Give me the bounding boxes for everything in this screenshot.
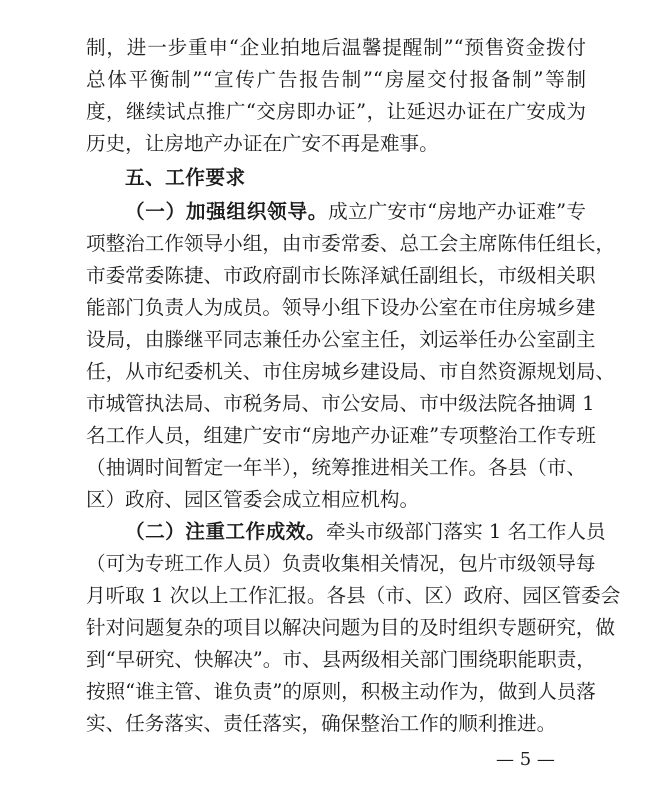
item-2-title: （二）注重工作成效。 (125, 520, 326, 543)
paragraph-line: 项整治工作领导小组，由市委常委、总工会主席陈伟任组长， (86, 232, 616, 255)
paragraph-line: 市城管执法局、市税务局、市公安局、市中级法院各抽调 1 (86, 392, 595, 415)
paragraph-line: 能部门负责人为成员。领导小组下设办公室在市住房城乡建 (86, 296, 596, 319)
paragraph-line: 月听取 1 次以上工作汇报。各县（市、区）政府、园区管委会 (86, 584, 621, 607)
item-1-title: （一）加强组织领导。 (125, 200, 329, 223)
paragraph-line: 到“早研究、快解决”。市、县两级相关部门围绕职能职责， (86, 648, 596, 671)
item-1-first-line-text: 成立广安市“房地产办证难”专 (328, 200, 587, 223)
paragraph-line: 总体平衡制”“宣传广告报告制”“房屋交付报备制”等制 (86, 68, 586, 91)
item-2-first-line (125, 516, 606, 548)
paragraph-line: 任，从市纪委机关、市住房城乡建设局、市自然资源规划局、 (86, 360, 616, 383)
paragraph-line: （抽调时间暂定一年半），统筹推进相关工作。各县（市、 (86, 456, 586, 479)
paragraph-line: 区）政府、园区管委会成立相应机构。 (86, 488, 420, 511)
section-heading (125, 162, 586, 194)
paragraph-line: 历史，让房地产办证在广安不再是难事。 (86, 132, 439, 155)
paragraph-line: 市委常委陈捷、市政府副市长陈泽斌任副组长，市级相关职 (86, 264, 596, 287)
paragraph-line: （可为专班工作人员）负责收集相关情况，包片市级领导每 (86, 552, 596, 575)
paragraph-line: 按照“谁主管、谁负责”的原则，积极主动作为，做到人员落 (86, 680, 596, 703)
page-number: — 5 — (496, 749, 555, 770)
paragraph-line: 制，进一步重申“企业拍地后温馨提醒制”“预售资金拨付 (86, 36, 586, 59)
paragraph-line: 针对问题复杂的项目以解决问题为目的及时组织专题研究，做 (86, 616, 616, 639)
item-1-first-line (125, 196, 586, 228)
paragraph-line: 度，继续试点推广“交房即办证”，让延迟办证在广安成为 (86, 100, 586, 123)
paragraph-line: 名工作人员，组建广安市“房地产办证难”专项整治工作专班 (86, 424, 596, 447)
section-heading-text: 五、工作要求 (125, 166, 246, 189)
paragraph-line: 实、任务落实、责任落实，确保整治工作的顺利推进。 (86, 712, 557, 735)
paragraph-line: 设局，由滕继平同志兼任办公室主任，刘运举任办公室副主 (86, 328, 596, 351)
item-2-first-line-text: 牵头市级部门落实 1 名工作人员 (325, 520, 606, 543)
